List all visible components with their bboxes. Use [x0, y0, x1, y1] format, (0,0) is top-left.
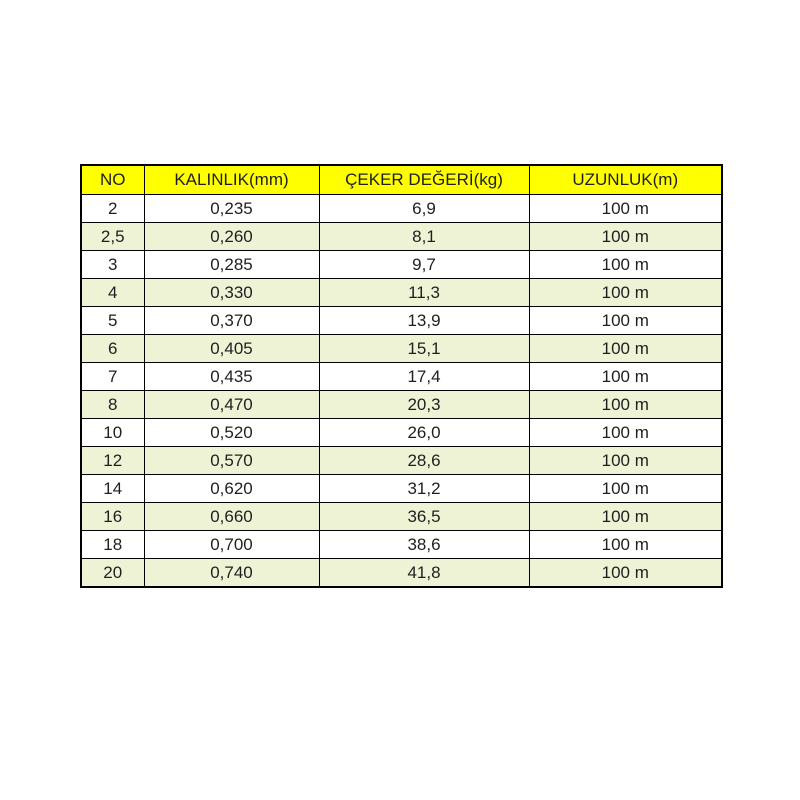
table-row [81, 475, 722, 503]
table-row [81, 335, 722, 363]
cell-kalinlik: 0,740 [144, 559, 319, 588]
cell-ceker: 17,4 [319, 363, 529, 391]
cell-no: 6 [81, 335, 144, 363]
cell-uzunluk: 100 m [529, 475, 722, 503]
cell-no: 10 [81, 419, 144, 447]
cell-kalinlik: 0,520 [144, 419, 319, 447]
cell-no: 5 [81, 307, 144, 335]
table-row [81, 223, 722, 251]
cell-kalinlik: 0,620 [144, 475, 319, 503]
table-row [81, 363, 722, 391]
cell-ceker: 6,9 [319, 195, 529, 223]
cell-kalinlik: 0,470 [144, 391, 319, 419]
cell-uzunluk: 100 m [529, 223, 722, 251]
table-row [81, 559, 722, 588]
cell-ceker: 36,5 [319, 503, 529, 531]
cell-ceker: 8,1 [319, 223, 529, 251]
header-ceker-degeri: ÇEKER DEĞERİ(kg) [319, 165, 529, 195]
cell-kalinlik: 0,370 [144, 307, 319, 335]
cell-uzunluk: 100 m [529, 335, 722, 363]
cell-kalinlik: 0,235 [144, 195, 319, 223]
cell-kalinlik: 0,570 [144, 447, 319, 475]
cell-uzunluk: 100 m [529, 363, 722, 391]
cell-kalinlik: 0,330 [144, 279, 319, 307]
cell-uzunluk: 100 m [529, 559, 722, 588]
table-row [81, 279, 722, 307]
table-row [81, 391, 722, 419]
table-row [81, 195, 722, 223]
cell-ceker: 20,3 [319, 391, 529, 419]
table-row [81, 251, 722, 279]
cell-no: 2,5 [81, 223, 144, 251]
cell-uzunluk: 100 m [529, 251, 722, 279]
table-row [81, 307, 722, 335]
cell-ceker: 41,8 [319, 559, 529, 588]
cell-ceker: 11,3 [319, 279, 529, 307]
cell-no: 20 [81, 559, 144, 588]
table-header-row [81, 165, 722, 195]
cell-ceker: 28,6 [319, 447, 529, 475]
cell-ceker: 38,6 [319, 531, 529, 559]
cell-kalinlik: 0,700 [144, 531, 319, 559]
table-row [81, 531, 722, 559]
cell-uzunluk: 100 m [529, 195, 722, 223]
cell-no: 16 [81, 503, 144, 531]
cell-uzunluk: 100 m [529, 391, 722, 419]
cell-no: 4 [81, 279, 144, 307]
cell-no: 7 [81, 363, 144, 391]
cell-no: 14 [81, 475, 144, 503]
cell-kalinlik: 0,435 [144, 363, 319, 391]
cell-uzunluk: 100 m [529, 307, 722, 335]
table-row [81, 419, 722, 447]
cell-no: 3 [81, 251, 144, 279]
cell-ceker: 9,7 [319, 251, 529, 279]
cell-uzunluk: 100 m [529, 531, 722, 559]
cell-ceker: 15,1 [319, 335, 529, 363]
header-uzunluk: UZUNLUK(m) [529, 165, 722, 195]
cell-kalinlik: 0,285 [144, 251, 319, 279]
cell-uzunluk: 100 m [529, 447, 722, 475]
cell-uzunluk: 100 m [529, 279, 722, 307]
cell-kalinlik: 0,660 [144, 503, 319, 531]
cell-no: 8 [81, 391, 144, 419]
table-row [81, 503, 722, 531]
cell-kalinlik: 0,405 [144, 335, 319, 363]
header-kalinlik: KALINLIK(mm) [144, 165, 319, 195]
spec-table [80, 164, 723, 588]
cell-uzunluk: 100 m [529, 419, 722, 447]
header-no: NO [81, 165, 144, 195]
cell-no: 2 [81, 195, 144, 223]
cell-uzunluk: 100 m [529, 503, 722, 531]
cell-no: 18 [81, 531, 144, 559]
cell-ceker: 31,2 [319, 475, 529, 503]
cell-ceker: 26,0 [319, 419, 529, 447]
cell-kalinlik: 0,260 [144, 223, 319, 251]
cell-no: 12 [81, 447, 144, 475]
table-row [81, 447, 722, 475]
cell-ceker: 13,9 [319, 307, 529, 335]
